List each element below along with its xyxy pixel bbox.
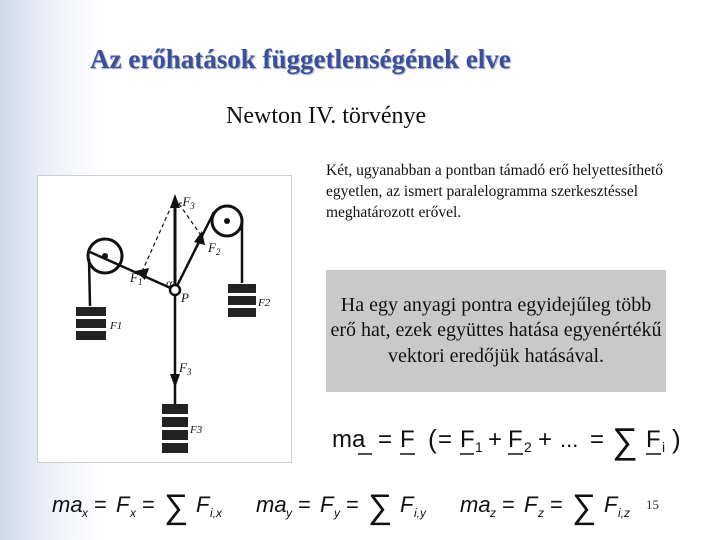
eq-equals-2: = [438, 426, 453, 453]
svg-text:y: y [334, 506, 340, 520]
eq-equals-3: = [590, 426, 605, 453]
label-f3: $F_3$ [179, 360, 192, 377]
svg-text:F: F [400, 492, 414, 517]
label-alpha: α [166, 276, 173, 290]
eq-fi: F [646, 426, 661, 453]
svg-text:F: F [116, 492, 130, 517]
svg-text:=: = [298, 492, 311, 517]
eq-f1: F [460, 426, 475, 453]
svg-text:F: F [320, 492, 334, 517]
svg-text:=: = [94, 492, 107, 517]
equation-y [256, 488, 427, 526]
eq-close-paren: ) [672, 424, 681, 454]
svg-text:F: F [524, 492, 538, 517]
equation-z [460, 488, 630, 526]
svg-text:=: = [502, 492, 515, 517]
label-f1: $F_1$ [130, 270, 143, 287]
eq-plus-1: + [488, 426, 503, 453]
weight-f3 [162, 404, 188, 453]
svg-text:i,x: i,x [210, 506, 222, 520]
svg-text:y: y [286, 506, 292, 520]
svg-text:=: = [550, 492, 563, 517]
label-f2: $F_2$ [208, 240, 221, 257]
law-statement-box [326, 270, 666, 392]
slide-subtitle: Newton IV. törvénye [226, 103, 427, 129]
description-text: Két, ugyanabban a pontban támadó erő helyettesíthető egyetlen, az ismert paralelogramma szerkesztéssel meghatározott erővel. [326, 162, 664, 221]
svg-text:F: F [196, 492, 210, 517]
svg-text:x: x [130, 506, 136, 520]
label-weight-f3: F3 [190, 424, 203, 436]
svg-text:∑: ∑ [368, 488, 393, 526]
law-statement-text: Ha egy anyagi pontra egyidejűleg több erő hat, ezek együttes hatása egyenértékű vektori eredőjük hatásával. [330, 293, 662, 367]
svg-text:∑: ∑ [572, 488, 597, 526]
slide-title: Az erőhatások függetlenségének elve [90, 44, 511, 74]
eq-f1-sub: 1 [475, 439, 483, 455]
eq-f: F [400, 426, 415, 453]
f3-arrow [170, 374, 180, 388]
svg-text:ma: ma [460, 492, 491, 517]
page-number: 15 [646, 497, 659, 512]
right-pulley [212, 206, 242, 236]
left-pulley [88, 239, 122, 273]
eq-sum: ∑ [612, 420, 638, 461]
svg-text:x: x [82, 506, 88, 520]
svg-text:z: z [490, 506, 496, 520]
svg-text:=: = [346, 492, 359, 517]
eq-open-paren: ( [428, 424, 437, 454]
svg-text:i,y: i,y [414, 506, 426, 520]
svg-text:ma: ma [256, 492, 287, 517]
eq-ma: ma [332, 426, 366, 453]
svg-text:z: z [538, 506, 544, 520]
eq-f2-sub: 2 [524, 439, 532, 455]
eq-f2: F [508, 426, 523, 453]
label-neg-f3: $-F_3$ [178, 194, 195, 211]
label-weight-f2: F2 [258, 297, 271, 309]
svg-text:=: = [142, 492, 155, 517]
eq-dots: ... [560, 427, 579, 452]
label-point-p: P [181, 290, 189, 305]
component-equations [38, 482, 678, 532]
svg-text:i,z: i,z [618, 506, 630, 520]
eq-plus-2: + [538, 426, 553, 453]
label-weight-f1: F1 [110, 320, 123, 332]
weight-f1 [76, 307, 106, 340]
svg-text:F: F [604, 492, 618, 517]
equation-x [52, 488, 223, 526]
eq-equals-1: = [378, 426, 393, 453]
svg-text:ma: ma [52, 492, 83, 517]
pulley-force-diagram [37, 175, 292, 463]
weight-f2 [228, 284, 256, 317]
svg-text:∑: ∑ [164, 488, 189, 526]
eq-fi-sub: i [662, 439, 666, 455]
vector-equation [328, 415, 698, 467]
